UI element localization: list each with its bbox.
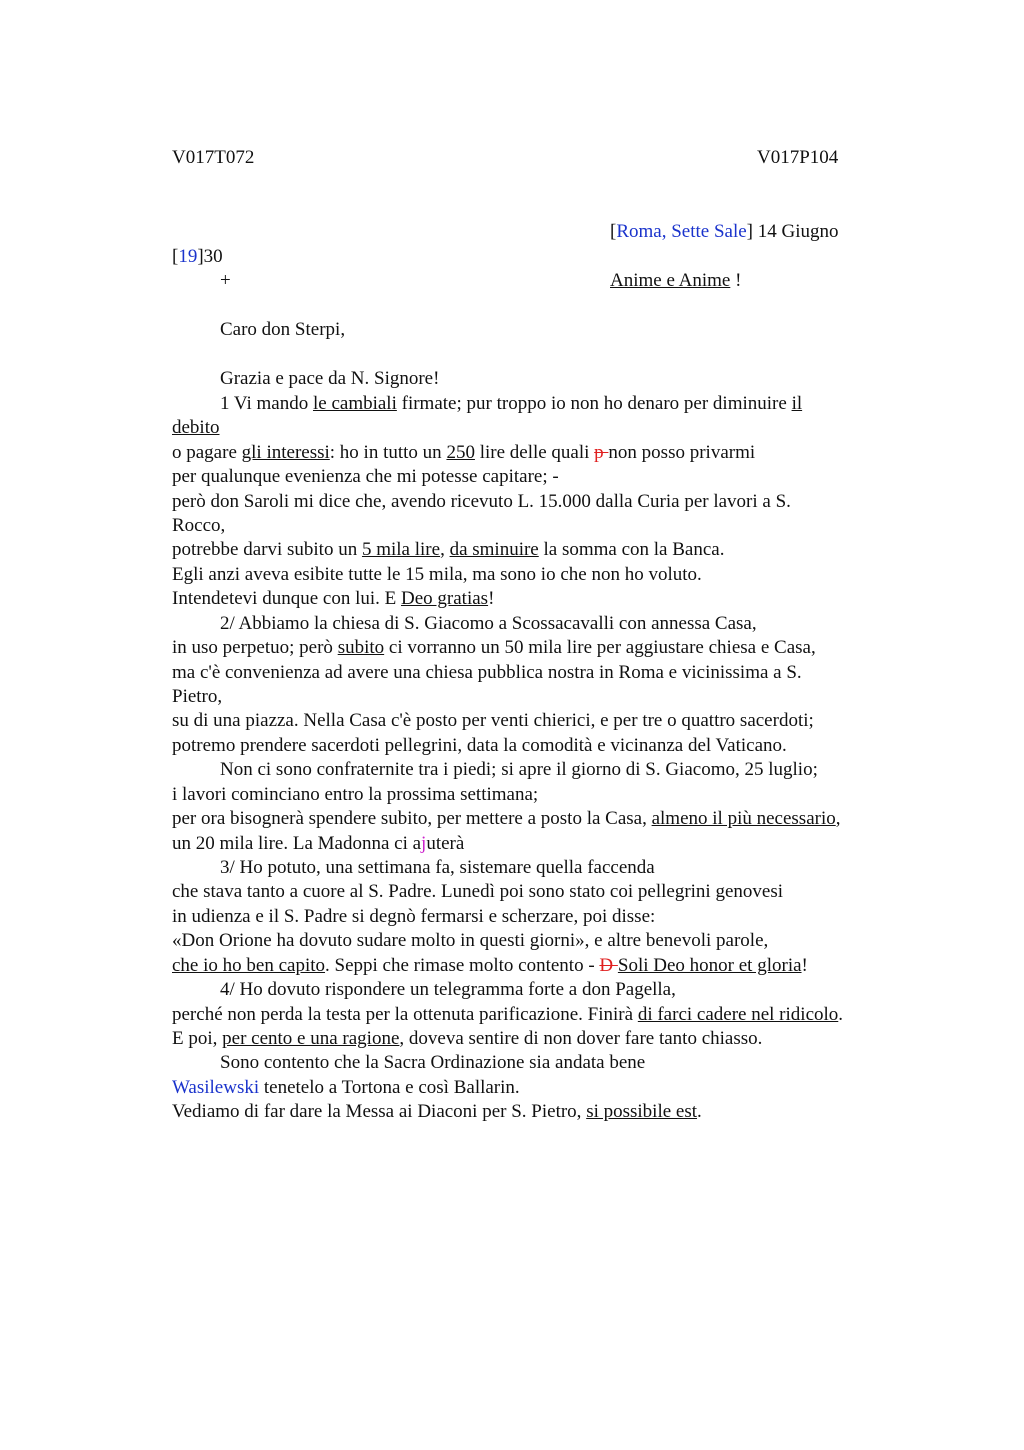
text-segment: ,	[440, 539, 450, 560]
text-segment: uterà	[426, 833, 465, 854]
p4-line-6	[172, 1100, 702, 1124]
p3-line-4: «Don Orione ha dovuto sudare molto in questi giorni», e altre benevoli parole,	[172, 930, 769, 951]
text-segment: : ho in tutto un	[329, 442, 447, 463]
p3-line-2: che stava tanto a cuore al S. Padre. Lunedì poi sono stato coi pellegrini genovesi	[172, 881, 783, 902]
text-segment: potrebbe darvi subito un	[172, 539, 362, 560]
greeting: Grazia e pace da N. Signore!	[220, 368, 440, 389]
p2-line-4: Pietro,	[172, 686, 223, 707]
deleted-text: p	[594, 442, 609, 463]
p1-line-3	[172, 441, 755, 465]
p4-line-2	[172, 1003, 843, 1027]
underlined-text: debito	[172, 417, 220, 438]
p1-line-7	[172, 538, 724, 562]
deleted-text: D	[599, 955, 618, 976]
text-segment: lire delle quali	[474, 442, 595, 463]
p1-line-4: per qualunque evenienza che mi potesse capitare; -	[172, 466, 559, 487]
motto-text: Anime e Anime	[610, 270, 731, 291]
dateline-place: Roma, Sette Sale	[616, 221, 747, 242]
p4-line-3	[172, 1027, 762, 1051]
p1-line-2	[172, 416, 220, 440]
text-segment: . Seppi che rimase molto contento -	[325, 955, 600, 976]
year-bracketed: 19	[178, 246, 198, 267]
p1-line-9	[172, 587, 494, 611]
p3-line-1: 3/ Ho potuto, una settimana fa, sistemare quella faccenda	[220, 857, 655, 878]
text-segment: in uso perpetuo; però	[172, 637, 338, 658]
underlined-text: che io ho ben capito	[172, 955, 326, 976]
p2-line-3: ma c'è convenienza ad avere una chiesa pubblica nostra in Roma e vicinissima a S.	[172, 662, 802, 683]
text-segment: E poi,	[172, 1028, 223, 1049]
p2-line-10	[172, 832, 464, 856]
p1-line-1	[220, 392, 802, 416]
p1-line-5: però don Saroli mi dice che, avendo ricevuto L. 15.000 dalla Curia per lavori a S.	[172, 491, 791, 512]
underlined-text: Soli Deo honor et gloria	[617, 955, 802, 976]
underlined-text: il	[791, 393, 803, 414]
p3-line-5	[172, 954, 808, 978]
p4-line-5	[172, 1076, 520, 1100]
archive-code-left: V017T072	[172, 147, 255, 168]
text-segment: per ora bisognerà spendere subito, per mettere a posto la Casa,	[172, 808, 652, 829]
text-segment: un 20 mila lire. La Madonna ci a	[172, 833, 422, 854]
underlined-text: gli interessi	[241, 442, 330, 463]
text-segment: , doveva sentire di non dover fare tanto chiasso.	[399, 1028, 763, 1049]
p2-line-9	[172, 807, 840, 831]
underlined-text: si possibile est	[586, 1101, 698, 1122]
p4-line-4: Sono contento che la Sacra Ordinazione sia andata bene	[220, 1052, 646, 1073]
text-segment: .	[697, 1101, 702, 1122]
underlined-text: Deo gratias	[401, 588, 489, 609]
p3-line-3: in udienza e il S. Padre si degnò fermarsi e scherzare, poi disse:	[172, 906, 656, 927]
p1-line-6: Rocco,	[172, 515, 226, 536]
corrected-letter: j	[421, 833, 427, 854]
text-segment: firmate; pur troppo io non ho denaro per diminuire	[396, 393, 792, 414]
p2-line-5: su di una piazza. Nella Casa c'è posto per venti chierici, e per tre o quattro sacerdoti;	[172, 710, 814, 731]
editorial-name: Wasilewski	[172, 1077, 260, 1098]
underlined-text: subito	[337, 637, 385, 658]
archive-code-right: V017P104	[757, 147, 839, 168]
text-segment: ,	[835, 808, 841, 829]
text-segment: 1 Vi mando	[220, 393, 313, 414]
underlined-text: di farci cadere nel ridicolo	[637, 1004, 839, 1025]
underlined-text: 5 mila lire	[361, 539, 441, 560]
underlined-text: da sminuire	[449, 539, 539, 560]
text-segment: ci vorranno un 50 mila lire per aggiustare chiesa e Casa,	[384, 637, 816, 658]
text-segment: la somma con la Banca.	[538, 539, 725, 560]
text-segment: .	[838, 1004, 844, 1025]
p2-line-8: i lavori cominciano entro la prossima settimana;	[172, 784, 539, 805]
text-segment: Intendetevi dunque con lui. E	[172, 588, 401, 609]
motto-end: !	[730, 270, 742, 291]
underlined-text: 250	[446, 442, 475, 463]
text-segment: o pagare	[172, 442, 242, 463]
p1-line-8: Egli anzi aveva esibite tutte le 15 mila, ma sono io che non ho voluto.	[172, 564, 702, 585]
p2-line-7: Non ci sono confraternite tra i piedi; si apre il giorno di S. Giacomo, 25 luglio;	[220, 759, 818, 780]
underlined-text: almeno il più necessario	[651, 808, 836, 829]
text-segment: tenetelo a Tortona e così Ballarin.	[259, 1077, 520, 1098]
p2-line-1: 2/ Abbiamo la chiesa di S. Giacomo a Scossacavalli con annessa Casa,	[220, 613, 757, 634]
motto	[610, 269, 741, 293]
text-segment: non posso privarmi	[608, 442, 756, 463]
dateline-year: [19]30	[172, 246, 223, 267]
cross-mark: +	[220, 270, 231, 291]
text-segment: !	[801, 955, 808, 976]
p4-line-1: 4/ Ho dovuto rispondere un telegramma forte a don Pagella,	[220, 979, 676, 1000]
p2-line-6: potremo prendere sacerdoti pellegrini, data la comodità e vicinanza del Vaticano.	[172, 735, 787, 756]
underlined-text: le cambiali	[312, 393, 397, 414]
dateline-date: 14 Giugno	[753, 221, 839, 242]
text-segment: !	[488, 588, 495, 609]
dateline: [Roma, Sette Sale] 14 Giugno	[610, 221, 839, 242]
p2-line-2	[172, 636, 816, 660]
text-segment: Vediamo di far dare la Messa ai Diaconi per S. Pietro,	[172, 1101, 587, 1122]
text-segment: perché non perda la testa per la ottenuta parificazione. Finirà	[172, 1004, 638, 1025]
salutation: Caro don Sterpi,	[220, 319, 346, 340]
underlined-text: per cento e una ragione	[222, 1028, 400, 1049]
year-rest: 30	[203, 246, 223, 267]
